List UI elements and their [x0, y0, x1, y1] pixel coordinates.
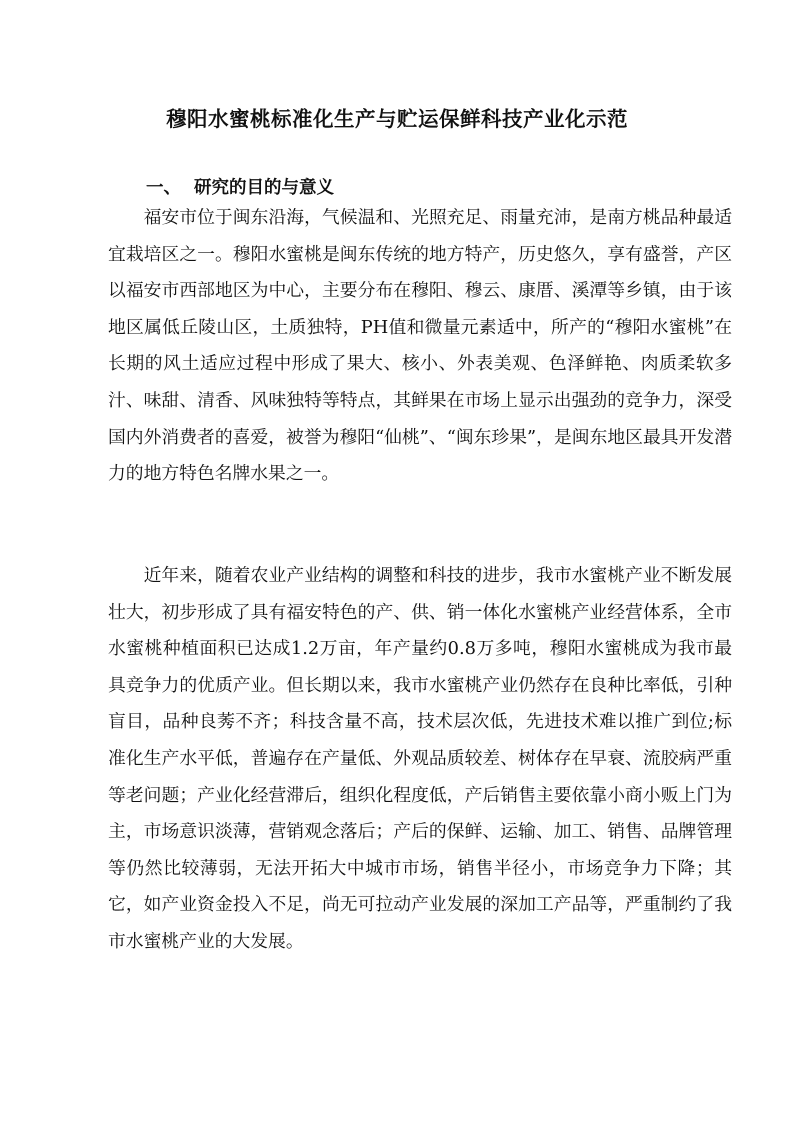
paragraph: 福安市位于闽东沿海，气候温和、光照充足、雨量充沛，是南方桃品种最适宜栽培区之一。穆阳水蜜桃是闽东传统的地方特产，历史悠久，享有盛誉，产区以福安市西部地区为中心，主要分布在穆阳、穆云、康厝、溪潭等乡镇，由于该地区属低丘陵山区，土质独特，PH值和微量元素适中，所产的“穆阳水蜜桃”在长期的风土适应过程中形成了果大、核小、外表美观、色泽鲜艳、肉质柔软多汁、味甜、清香、风味独特等特点，其鲜果在市场上显示出强劲的竞争力，深受国内外消费者的喜爱，被誉为穆阳“仙桃”、“闽东珍果”，是闽东地区最具开发潜力的地方特色名牌水果之一。	[108, 207, 732, 485]
document-title: 穆阳水蜜桃标准化生产与贮运保鲜科技产业化示范	[166, 107, 628, 131]
section-title: 研究的目的与意义	[194, 178, 334, 198]
body-text-block-1	[108, 200, 732, 493]
body-text-block-2	[108, 558, 732, 961]
section-heading	[146, 176, 334, 200]
paragraph: 近年来，随着农业产业结构的调整和科技的进步，我市水蜜桃产业不断发展壮大，初步形成了具有福安特色的产、供、销一体化水蜜桃产业经营体系，全市水蜜桃种植面积已达成1.2万亩，年产量约0.8万多吨，穆阳水蜜桃成为我市最具竞争力的优质产业。但长期以来，我市水蜜桃产业仍然存在良种比率低，引种盲目，品种良莠不齐；科技含量不高，技术层次低，先进技术难以推广到位;标准化生产水平低，普遍存在产量低、外观品质较差、树体存在早衰、流胶病严重等老问题；产业化经营滞后，组织化程度低，产后销售主要依靠小商小贩上门为主，市场意识淡薄，营销观念落后；产后的保鲜、运输、加工、销售、品牌管理等仍然比较薄弱，无法开拓大中城市市场，销售半径小，市场竞争力下降；其它，如产业资金投入不足，尚无可拉动产业发展的深加工产品等，严重制约了我市水蜜桃产业的大发展。	[108, 565, 732, 952]
section-number: 一、	[146, 178, 181, 198]
